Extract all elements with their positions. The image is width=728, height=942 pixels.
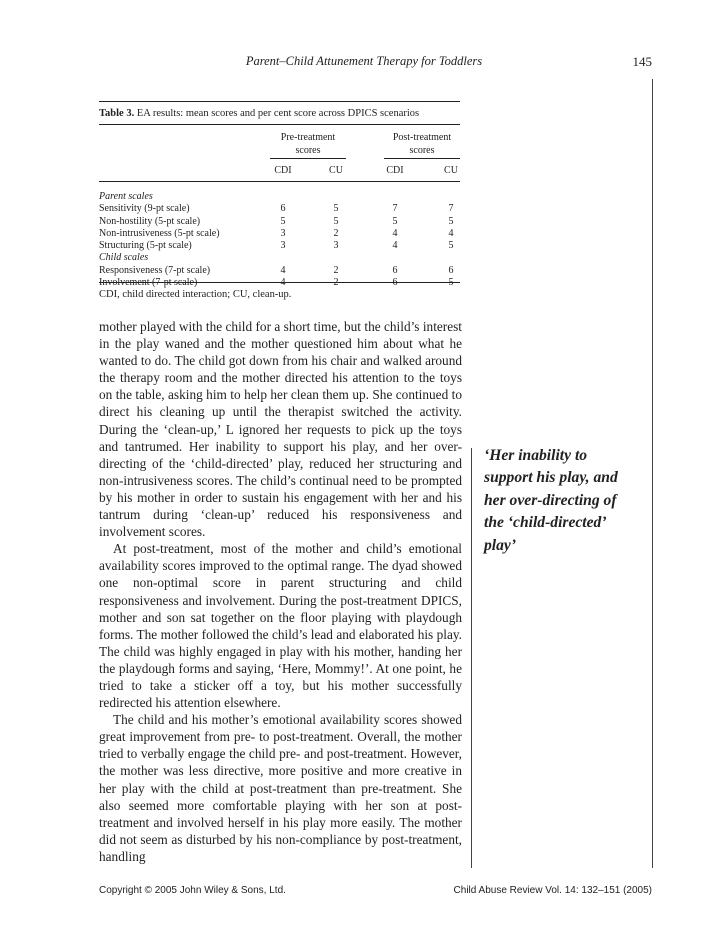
table-caption-rule [99,124,460,125]
cell-value: 6 [280,203,286,215]
row-label: Non-hostility (5-pt scale) [99,215,201,227]
table-row [99,228,461,240]
paragraph: mother played with the child for a short time, but the child’s interest in the play waned and the mother questioned him about what he wanted to do. The child got down from his chair and walked around the therapy room and the mother directed his attention to the toys on the table, asking him to help her clean them up. She continued to direct his cleaning up until the therapist switched the activity. During the ‘clean-up,’ L ignored her requests to pick up the toys and tantrumed. Her inability to support his play, and her over-directing of the ‘child-directed’ play, reduced her structuring and non-intrusiveness scores. The child’s continual need to be prompted by his mother in order to sustain his engagement with her and his tantrum during ‘clean-up’ reduced his responsiveness and involvement scores. [99,319,462,540]
pre-treatment-underline [270,158,346,159]
cell-value: 7 [392,203,398,215]
cell-value: 3 [280,240,286,252]
cell-value: 5 [392,215,398,227]
cell-value: 5 [448,215,454,227]
cell-value [273,277,293,289]
table-body [99,191,461,289]
cell-value: 3 [333,240,339,252]
table-row [99,216,461,228]
page-number: 145 [632,54,652,69]
table-row [99,265,461,277]
body-text [99,318,462,865]
table-header-rule [99,181,460,182]
post-treatment-header: Post-treatment scores [392,132,452,156]
cell-value: 4 [280,264,286,276]
table-caption [99,108,419,119]
cell-value: 4 [392,240,398,252]
margin-rule-left [471,448,472,868]
running-title: Parent–Child Attunement Therapy for Toddlers [245,54,483,68]
row-label: Responsiveness (7-pt scale) [99,264,211,276]
cell-value: 5 [448,240,454,252]
section-title-parent: Parent scales [99,191,153,202]
row-label: Structuring (5-pt scale) [99,240,192,252]
cell-value: 4 [448,227,454,239]
cell-value: 6 [392,264,398,276]
pull-quote: ‘Her inability to support his play, and her over-directing of the ‘child-directed’ play’ [484,447,618,554]
col-header-post-cu: CU [444,165,458,176]
cell-value [441,277,461,289]
cell-value: 5 [280,215,286,227]
cell-value [326,277,346,289]
table-label: Table 3. [99,108,135,119]
row-label: Non-intrusiveness (5-pt scale) [99,227,220,239]
col-header-post-cdi: CDI [386,165,404,176]
cell-value: 2 [333,227,339,239]
table-row [99,277,461,289]
col-header-pre-cdi: CDI [274,165,292,176]
cell-value: 5 [333,203,339,215]
table-row [99,240,461,252]
cell-value: 2 [333,264,339,276]
paragraph: The child and his mother’s emotional availability scores showed great improvement from pre- to post-treatment. Overall, the mother tried to verbally engage the child pre- and post-treatment. However, the mother was less directive, more positive and more creative in her play with the child at post-treatment than pre-treatment. She also seemed more comfortable playing with her son at post-treatment and involved herself in his play more easily. The mother did not seem as disturbed by his non-compliance by post-treatment, handling [99,712,462,864]
section-title-child: Child scales [99,252,149,264]
margin-rule-right [652,79,653,868]
copyright-notice: Copyright © 2005 John Wiley & Sons, Ltd. [99,885,286,896]
cell-value: 3 [280,227,286,239]
row-label [99,277,197,289]
table-note: CDI, child directed interaction; CU, clean-up. [99,289,292,300]
col-header-pre-cu: CU [329,165,343,176]
table-caption-text: EA results: mean scores and per cent score across DPICS scenarios [136,108,420,119]
cell-value: 5 [333,215,339,227]
cell-value: 7 [448,203,454,215]
paragraph: At post-treatment, most of the mother and child’s emotional availability scores improved to the optimal range. The dyad showed one non-optimal score in parent structuring and child responsiveness and involvement. During the post-treatment DPICS, mother and son sat together on the floor playing with playdough forms. The mother followed the child’s lead and elaborated his play. The child was highly engaged in play with his mother, handing her the playdough forms and saying, ‘Here, Mommy!’. At one point, he tried to take a sticker off a toy, but his mother successfully redirected his attention elsewhere. [99,541,462,711]
row-label: Sensitivity (9-pt scale) [99,203,190,215]
table-top-rule [99,101,460,102]
cell-value [385,277,405,289]
pre-treatment-header: Pre-treatment scores [280,132,336,156]
cell-value: 4 [392,227,398,239]
table-row [99,203,461,215]
cell-value: 6 [448,264,454,276]
journal-citation: Child Abuse Review Vol. 14: 132–151 (2005) [453,885,652,896]
table-bottom-rule [99,282,460,283]
post-treatment-underline [384,158,460,159]
